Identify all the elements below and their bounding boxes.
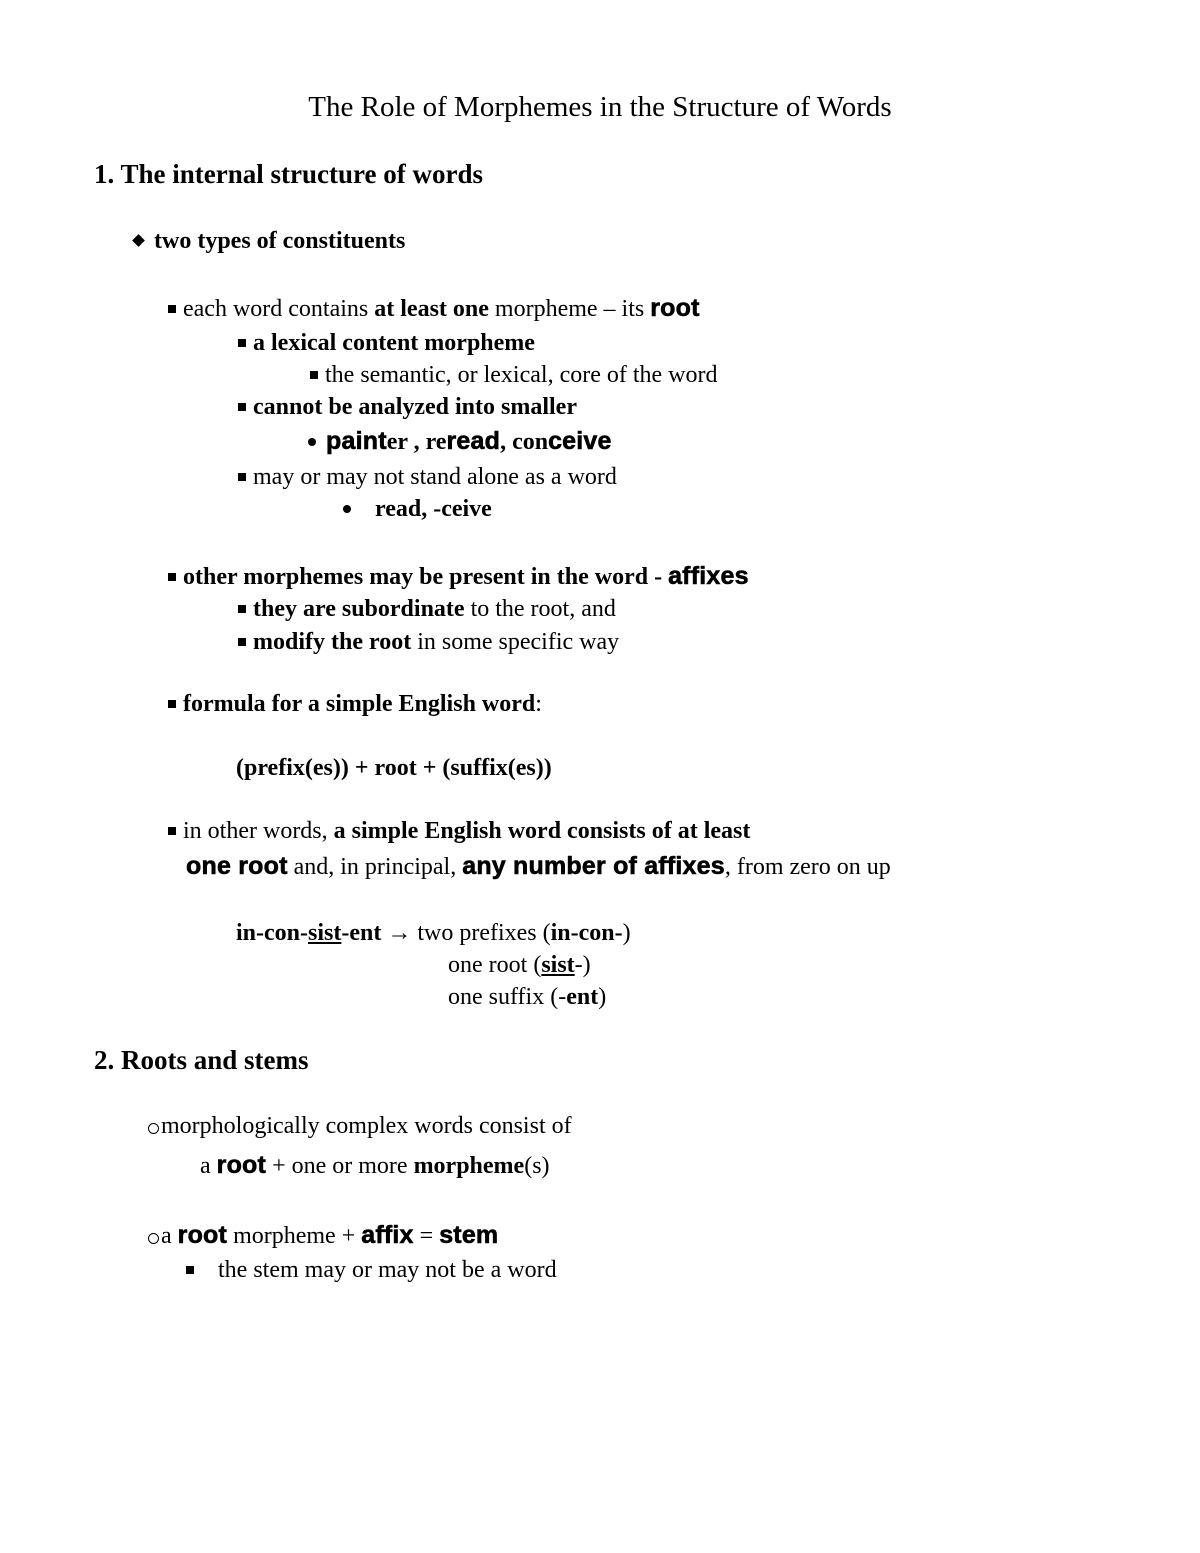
square-bullet-icon: [168, 305, 176, 313]
square-bullet-icon: [238, 638, 246, 646]
list-item: cannot be analyzed into smaller: [238, 392, 577, 422]
list-item: they are subordinate to the root, and: [238, 594, 616, 624]
square-bullet-icon: [186, 1266, 194, 1274]
example-word: in-con-sist-ent → two prefixes (in-con-): [236, 920, 631, 946]
section-1-heading: 1. The internal structure of words: [94, 159, 483, 189]
list-item: other morphemes may be present in the word - affixes: [168, 561, 749, 592]
list-item: two types of constituents: [132, 226, 405, 256]
section-2-heading: 2. Roots and stems: [94, 1045, 309, 1075]
square-bullet-icon: [310, 371, 318, 379]
list-item: in other words, a simple English word consists of at least: [168, 816, 750, 846]
example-suffix: one suffix (-ent): [448, 984, 607, 1010]
square-bullet-icon: [238, 339, 246, 347]
circle-bullet-icon: [148, 1123, 159, 1134]
list-item: the stem may or may not be a word: [186, 1255, 557, 1285]
circle-bullet-icon: [148, 1233, 159, 1244]
square-bullet-icon: [168, 827, 176, 835]
list-item: the semantic, or lexical, core of the word: [310, 360, 718, 390]
square-bullet-icon: [238, 473, 246, 481]
list-item: each word contains at least one morpheme – its root: [168, 293, 700, 324]
list-item: modify the root in some specific way: [238, 627, 619, 657]
diamond-bullet-icon: [132, 234, 145, 247]
list-item-continuation: a root + one or more morpheme(s): [200, 1151, 550, 1179]
example-root: one root (sist-): [448, 952, 591, 978]
list-item-continuation: one root and, in principal, any number of affixes, from zero on up: [186, 852, 891, 880]
list-item: morphologically complex words consist of: [148, 1111, 572, 1141]
list-item: a lexical content morpheme: [238, 328, 535, 358]
formula: (prefix(es)) + root + (suffix(es)): [236, 755, 552, 781]
arrow-right-icon: →: [387, 920, 412, 946]
list-item: read, -ceive: [343, 494, 492, 524]
list-item: painter , reread, conceive: [308, 426, 612, 457]
square-bullet-icon: [168, 573, 176, 581]
square-bullet-icon: [168, 700, 176, 708]
list-item: may or may not stand alone as a word: [238, 462, 617, 492]
page-title: The Role of Morphemes in the Structure of Words: [308, 91, 892, 123]
list-item: formula for a simple English word:: [168, 689, 542, 719]
list-item: a root morpheme + affix = stem: [148, 1220, 498, 1251]
dot-bullet-icon: [308, 438, 316, 446]
square-bullet-icon: [238, 605, 246, 613]
dot-bullet-icon: [343, 505, 351, 513]
square-bullet-icon: [238, 403, 246, 411]
